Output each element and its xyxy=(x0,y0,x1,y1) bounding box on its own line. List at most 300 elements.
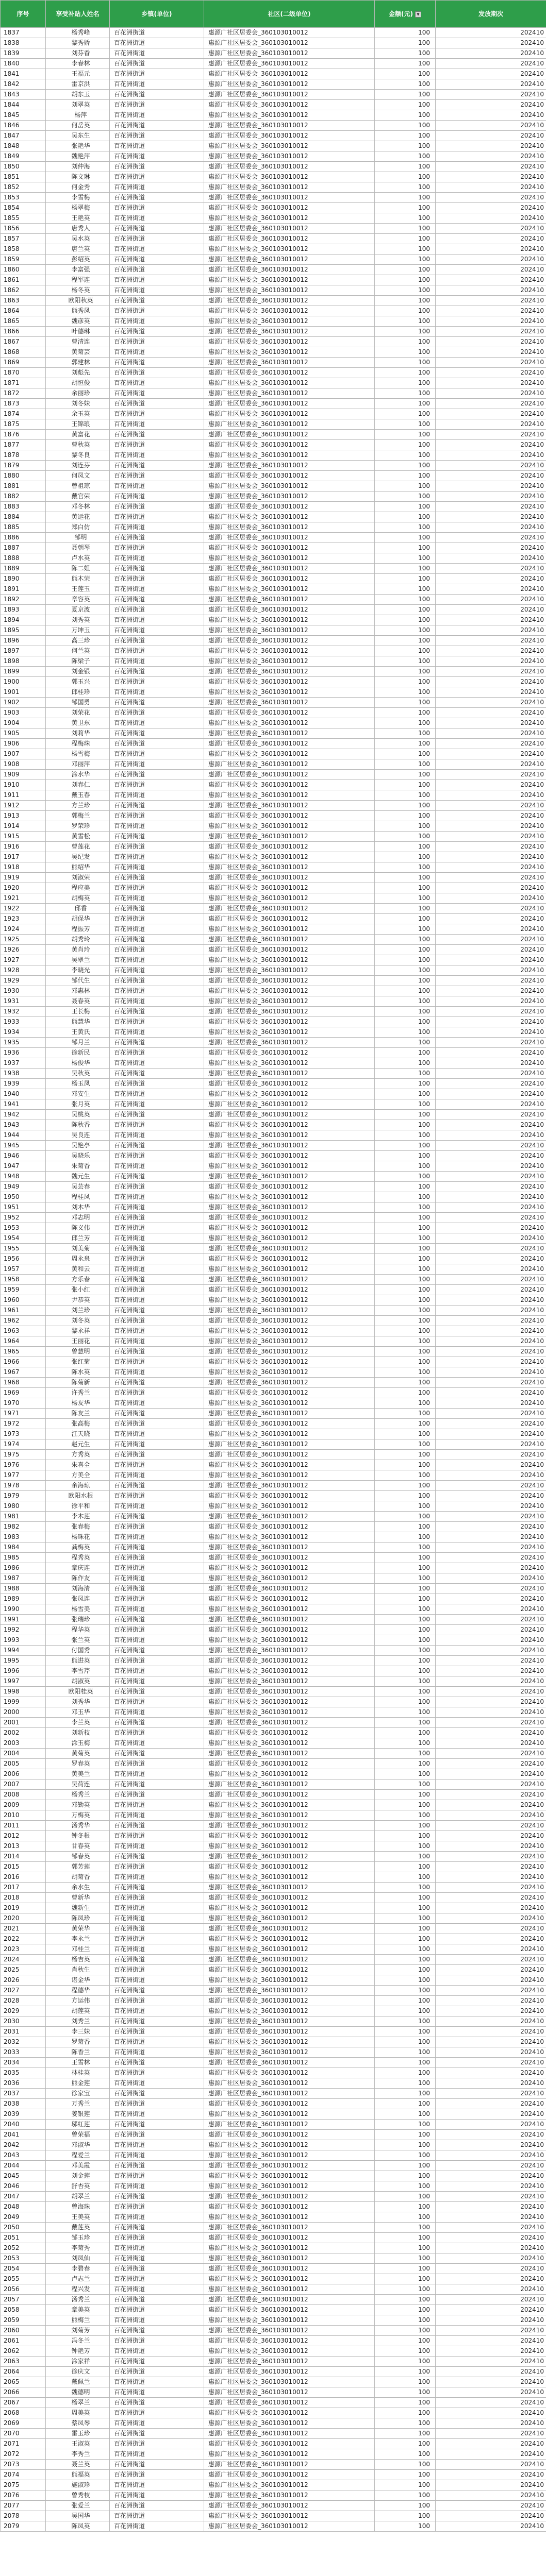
cell-name[interactable]: 程应美 xyxy=(46,883,110,893)
cell-date[interactable]: 202410 xyxy=(436,780,546,790)
cell-town[interactable]: 百花洲街道 xyxy=(110,1872,204,1883)
cell-community[interactable]: 惠源广社区居委会_360103010012 xyxy=(204,852,375,862)
cell-name[interactable]: 邓美霞 xyxy=(46,2161,110,2171)
cell-seq[interactable]: 1922 xyxy=(1,904,46,914)
cell-name[interactable]: 谌金华 xyxy=(46,1975,110,1986)
cell-name[interactable]: 曹莲花 xyxy=(46,842,110,852)
cell-amount[interactable]: 100 xyxy=(375,790,436,801)
cell-community[interactable]: 惠源广社区居委会_360103010012 xyxy=(204,1470,375,1481)
cell-seq[interactable]: 2011 xyxy=(1,1821,46,1831)
cell-community[interactable]: 惠源广社区居委会_360103010012 xyxy=(204,1275,375,1285)
cell-town[interactable]: 百花洲街道 xyxy=(110,1862,204,1872)
cell-seq[interactable]: 2007 xyxy=(1,1780,46,1790)
cell-amount[interactable]: 100 xyxy=(375,347,436,358)
cell-town[interactable]: 百花洲街道 xyxy=(110,801,204,811)
cell-town[interactable]: 百花洲街道 xyxy=(110,1903,204,1913)
cell-amount[interactable]: 100 xyxy=(375,2016,436,2027)
cell-name[interactable]: 陈文琳 xyxy=(46,172,110,182)
cell-amount[interactable]: 100 xyxy=(375,1151,436,1161)
cell-name[interactable]: 付国秀 xyxy=(46,1646,110,1656)
cell-date[interactable]: 202410 xyxy=(436,1161,546,1172)
cell-town[interactable]: 百花洲街道 xyxy=(110,131,204,141)
cell-seq[interactable]: 2024 xyxy=(1,1955,46,1965)
cell-amount[interactable]: 100 xyxy=(375,1027,436,1038)
cell-amount[interactable]: 100 xyxy=(375,265,436,275)
cell-amount[interactable]: 100 xyxy=(375,1285,436,1295)
cell-town[interactable]: 百花洲街道 xyxy=(110,2521,204,2532)
cell-community[interactable]: 惠源广社区居委会_360103010012 xyxy=(204,677,375,687)
cell-name[interactable]: 雷京洪 xyxy=(46,79,110,90)
cell-amount[interactable]: 100 xyxy=(375,1378,436,1388)
cell-community[interactable]: 惠源广社区居委会_360103010012 xyxy=(204,883,375,893)
cell-amount[interactable]: 100 xyxy=(375,1512,436,1522)
header-date[interactable]: 发放期次 xyxy=(436,1,546,28)
cell-date[interactable]: 202410 xyxy=(436,1481,546,1491)
cell-town[interactable]: 百花洲街道 xyxy=(110,327,204,337)
cell-amount[interactable]: 100 xyxy=(375,327,436,337)
cell-seq[interactable]: 1859 xyxy=(1,255,46,265)
cell-amount[interactable]: 100 xyxy=(375,1862,436,1872)
cell-amount[interactable]: 100 xyxy=(375,1130,436,1141)
cell-community[interactable]: 惠源广社区居委会_360103010012 xyxy=(204,873,375,883)
cell-town[interactable]: 百花洲街道 xyxy=(110,1079,204,1089)
cell-community[interactable]: 惠源广社区居委会_360103010012 xyxy=(204,502,375,512)
cell-seq[interactable]: 1995 xyxy=(1,1656,46,1666)
cell-date[interactable]: 202410 xyxy=(436,131,546,141)
cell-town[interactable]: 百花洲街道 xyxy=(110,2047,204,2058)
cell-town[interactable]: 百花洲街道 xyxy=(110,450,204,461)
cell-seq[interactable]: 1874 xyxy=(1,409,46,419)
cell-amount[interactable]: 100 xyxy=(375,285,436,296)
cell-name[interactable]: 王雪林 xyxy=(46,2058,110,2068)
cell-community[interactable]: 惠源广社区居委会_360103010012 xyxy=(204,1316,375,1326)
cell-date[interactable]: 202410 xyxy=(436,553,546,564)
cell-community[interactable]: 惠源广社区居委会_360103010012 xyxy=(204,1172,375,1182)
cell-community[interactable]: 惠源广社区居委会_360103010012 xyxy=(204,986,375,996)
cell-seq[interactable]: 1869 xyxy=(1,358,46,368)
cell-date[interactable]: 202410 xyxy=(436,1573,546,1584)
cell-date[interactable]: 202410 xyxy=(436,718,546,728)
cell-town[interactable]: 百花洲街道 xyxy=(110,1532,204,1543)
cell-town[interactable]: 百花洲街道 xyxy=(110,1728,204,1738)
cell-name[interactable]: 陈水英 xyxy=(46,1367,110,1378)
cell-amount[interactable]: 100 xyxy=(375,1821,436,1831)
cell-community[interactable]: 惠源广社区居委会_360103010012 xyxy=(204,1141,375,1151)
cell-community[interactable]: 惠源广社区居委会_360103010012 xyxy=(204,2480,375,2490)
cell-seq[interactable]: 2038 xyxy=(1,2099,46,2109)
cell-town[interactable]: 百花洲街道 xyxy=(110,2305,204,2315)
cell-seq[interactable]: 1958 xyxy=(1,1275,46,1285)
cell-seq[interactable]: 1956 xyxy=(1,1254,46,1264)
cell-seq[interactable]: 1925 xyxy=(1,935,46,945)
cell-seq[interactable]: 2076 xyxy=(1,2490,46,2501)
cell-name[interactable]: 李晓光 xyxy=(46,965,110,976)
cell-town[interactable]: 百花洲街道 xyxy=(110,368,204,378)
cell-amount[interactable]: 100 xyxy=(375,1810,436,1821)
cell-town[interactable]: 百花洲街道 xyxy=(110,1501,204,1512)
cell-town[interactable]: 百花洲街道 xyxy=(110,1893,204,1903)
cell-amount[interactable]: 100 xyxy=(375,2161,436,2171)
cell-seq[interactable]: 2077 xyxy=(1,2501,46,2511)
cell-date[interactable]: 202410 xyxy=(436,502,546,512)
cell-date[interactable]: 202410 xyxy=(436,172,546,182)
cell-date[interactable]: 202410 xyxy=(436,2037,546,2047)
cell-seq[interactable]: 1891 xyxy=(1,584,46,595)
cell-community[interactable]: 惠源广社区居委会_360103010012 xyxy=(204,2140,375,2150)
cell-town[interactable]: 百花洲街道 xyxy=(110,1718,204,1728)
cell-name[interactable]: 熊进英 xyxy=(46,1656,110,1666)
cell-name[interactable]: 胡秀玲 xyxy=(46,935,110,945)
cell-name[interactable]: 郭芳莲 xyxy=(46,1862,110,1872)
cell-seq[interactable]: 1961 xyxy=(1,1306,46,1316)
cell-date[interactable]: 202410 xyxy=(436,1697,546,1707)
cell-name[interactable]: 刘芬香 xyxy=(46,48,110,59)
cell-date[interactable]: 202410 xyxy=(436,1955,546,1965)
cell-seq[interactable]: 1857 xyxy=(1,234,46,244)
cell-date[interactable]: 202410 xyxy=(436,90,546,100)
cell-town[interactable]: 百花洲街道 xyxy=(110,2326,204,2336)
cell-seq[interactable]: 1938 xyxy=(1,1069,46,1079)
cell-date[interactable]: 202410 xyxy=(436,430,546,440)
cell-seq[interactable]: 1888 xyxy=(1,553,46,564)
cell-name[interactable]: 刘连芬 xyxy=(46,461,110,471)
cell-name[interactable]: 杨友华 xyxy=(46,1398,110,1409)
cell-community[interactable]: 惠源广社区居委会_360103010012 xyxy=(204,1501,375,1512)
cell-seq[interactable]: 1850 xyxy=(1,162,46,172)
cell-town[interactable]: 百花洲街道 xyxy=(110,1388,204,1398)
cell-town[interactable]: 百花洲街道 xyxy=(110,203,204,213)
cell-date[interactable]: 202410 xyxy=(436,2150,546,2161)
cell-date[interactable]: 202410 xyxy=(436,595,546,605)
cell-community[interactable]: 惠源广社区居委会_360103010012 xyxy=(204,1522,375,1532)
cell-date[interactable]: 202410 xyxy=(436,409,546,419)
cell-town[interactable]: 百花洲街道 xyxy=(110,2027,204,2037)
cell-amount[interactable]: 100 xyxy=(375,543,436,553)
cell-seq[interactable]: 1856 xyxy=(1,224,46,234)
cell-seq[interactable]: 1861 xyxy=(1,275,46,285)
cell-town[interactable]: 百花洲街道 xyxy=(110,182,204,193)
cell-date[interactable]: 202410 xyxy=(436,151,546,162)
cell-town[interactable]: 百花洲街道 xyxy=(110,193,204,203)
cell-amount[interactable]: 100 xyxy=(375,1182,436,1192)
cell-date[interactable]: 202410 xyxy=(436,481,546,492)
cell-name[interactable]: 汤秀兰 xyxy=(46,2295,110,2305)
cell-amount[interactable]: 100 xyxy=(375,38,436,48)
cell-seq[interactable]: 1852 xyxy=(1,182,46,193)
cell-name[interactable]: 李兰英 xyxy=(46,1718,110,1728)
cell-amount[interactable]: 100 xyxy=(375,2480,436,2490)
cell-seq[interactable]: 1877 xyxy=(1,440,46,450)
cell-seq[interactable]: 1939 xyxy=(1,1079,46,1089)
cell-town[interactable]: 百花洲街道 xyxy=(110,1347,204,1357)
cell-community[interactable]: 惠源广社区居委会_360103010012 xyxy=(204,1759,375,1769)
cell-seq[interactable]: 1974 xyxy=(1,1439,46,1450)
cell-community[interactable]: 惠源广社区居委会_360103010012 xyxy=(204,1852,375,1862)
cell-date[interactable]: 202410 xyxy=(436,1069,546,1079)
cell-seq[interactable]: 1846 xyxy=(1,121,46,131)
cell-town[interactable]: 百花洲街道 xyxy=(110,1254,204,1264)
cell-date[interactable]: 202410 xyxy=(436,2223,546,2233)
cell-amount[interactable]: 100 xyxy=(375,419,436,430)
cell-name[interactable]: 程桂凤 xyxy=(46,1192,110,1202)
cell-date[interactable]: 202410 xyxy=(436,512,546,522)
cell-date[interactable]: 202410 xyxy=(436,2192,546,2202)
cell-community[interactable]: 惠源广社区居委会_360103010012 xyxy=(204,1790,375,1800)
cell-date[interactable]: 202410 xyxy=(436,224,546,234)
cell-date[interactable]: 202410 xyxy=(436,1986,546,1996)
cell-name[interactable]: 邹明 xyxy=(46,533,110,543)
cell-seq[interactable]: 2006 xyxy=(1,1769,46,1780)
cell-seq[interactable]: 2063 xyxy=(1,2357,46,2367)
cell-town[interactable]: 百花洲街道 xyxy=(110,986,204,996)
cell-community[interactable]: 惠源广社区居委会_360103010012 xyxy=(204,1584,375,1594)
cell-name[interactable]: 黎秀娇 xyxy=(46,38,110,48)
cell-seq[interactable]: 2074 xyxy=(1,2470,46,2480)
cell-name[interactable]: 欧阳秋英 xyxy=(46,296,110,306)
cell-seq[interactable]: 1866 xyxy=(1,327,46,337)
cell-name[interactable]: 郭建林 xyxy=(46,358,110,368)
cell-town[interactable]: 百花洲街道 xyxy=(110,172,204,182)
cell-date[interactable]: 202410 xyxy=(436,419,546,430)
cell-date[interactable]: 202410 xyxy=(436,914,546,924)
cell-community[interactable]: 惠源广社区居委会_360103010012 xyxy=(204,306,375,316)
cell-name[interactable]: 刘淑荣 xyxy=(46,873,110,883)
cell-seq[interactable]: 1889 xyxy=(1,564,46,574)
cell-community[interactable]: 惠源广社区居委会_360103010012 xyxy=(204,368,375,378)
cell-town[interactable]: 百花洲街道 xyxy=(110,522,204,533)
cell-name[interactable]: 甘春英 xyxy=(46,1841,110,1852)
cell-name[interactable]: 刘木华 xyxy=(46,1202,110,1213)
cell-amount[interactable]: 100 xyxy=(375,1913,436,1924)
cell-town[interactable]: 百花洲街道 xyxy=(110,2140,204,2150)
cell-town[interactable]: 百花洲街道 xyxy=(110,59,204,69)
cell-amount[interactable]: 100 xyxy=(375,1986,436,1996)
cell-date[interactable]: 202410 xyxy=(436,2109,546,2120)
cell-town[interactable]: 百花洲街道 xyxy=(110,1367,204,1378)
cell-name[interactable]: 张春梅 xyxy=(46,1522,110,1532)
cell-seq[interactable]: 2000 xyxy=(1,1707,46,1718)
cell-community[interactable]: 惠源广社区居委会_360103010012 xyxy=(204,1048,375,1058)
cell-town[interactable]: 百花洲街道 xyxy=(110,2480,204,2490)
cell-town[interactable]: 百花洲街道 xyxy=(110,1934,204,1944)
cell-date[interactable]: 202410 xyxy=(436,1841,546,1852)
cell-town[interactable]: 百花洲街道 xyxy=(110,316,204,327)
cell-date[interactable]: 202410 xyxy=(436,2068,546,2078)
cell-community[interactable]: 惠源广社区居委会_360103010012 xyxy=(204,1213,375,1223)
cell-name[interactable]: 唐兰英 xyxy=(46,244,110,255)
cell-seq[interactable]: 1839 xyxy=(1,48,46,59)
cell-town[interactable]: 百花洲街道 xyxy=(110,615,204,625)
cell-community[interactable]: 惠源广社区居委会_360103010012 xyxy=(204,1388,375,1398)
cell-town[interactable]: 百花洲街道 xyxy=(110,1883,204,1893)
cell-amount[interactable]: 100 xyxy=(375,2192,436,2202)
cell-seq[interactable]: 2025 xyxy=(1,1965,46,1975)
cell-date[interactable]: 202410 xyxy=(436,1151,546,1161)
cell-community[interactable]: 惠源广社区居委会_360103010012 xyxy=(204,2326,375,2336)
cell-amount[interactable]: 100 xyxy=(375,574,436,584)
cell-seq[interactable]: 1919 xyxy=(1,873,46,883)
cell-amount[interactable]: 100 xyxy=(375,1470,436,1481)
cell-amount[interactable]: 100 xyxy=(375,1099,436,1110)
cell-town[interactable]: 百花洲街道 xyxy=(110,770,204,780)
cell-amount[interactable]: 100 xyxy=(375,2387,436,2398)
cell-amount[interactable]: 100 xyxy=(375,203,436,213)
cell-amount[interactable]: 100 xyxy=(375,2398,436,2408)
cell-seq[interactable]: 1977 xyxy=(1,1470,46,1481)
cell-seq[interactable]: 2014 xyxy=(1,1852,46,1862)
cell-amount[interactable]: 100 xyxy=(375,2439,436,2449)
cell-seq[interactable]: 1932 xyxy=(1,1007,46,1017)
cell-amount[interactable]: 100 xyxy=(375,1790,436,1800)
cell-community[interactable]: 惠源广社区居委会_360103010012 xyxy=(204,2511,375,2521)
cell-amount[interactable]: 100 xyxy=(375,1635,436,1646)
cell-name[interactable]: 郭梅兰 xyxy=(46,811,110,821)
cell-date[interactable]: 202410 xyxy=(436,450,546,461)
cell-seq[interactable]: 1879 xyxy=(1,461,46,471)
cell-amount[interactable]: 100 xyxy=(375,2377,436,2387)
cell-amount[interactable]: 100 xyxy=(375,2253,436,2264)
cell-community[interactable]: 惠源广社区居委会_360103010012 xyxy=(204,244,375,255)
cell-seq[interactable]: 1986 xyxy=(1,1563,46,1573)
cell-town[interactable]: 百花洲街道 xyxy=(110,1120,204,1130)
cell-seq[interactable]: 1960 xyxy=(1,1295,46,1306)
cell-amount[interactable]: 100 xyxy=(375,2470,436,2480)
cell-seq[interactable]: 1873 xyxy=(1,399,46,409)
cell-date[interactable]: 202410 xyxy=(436,1398,546,1409)
cell-date[interactable]: 202410 xyxy=(436,1336,546,1347)
cell-date[interactable]: 202410 xyxy=(436,1367,546,1378)
cell-date[interactable]: 202410 xyxy=(436,2233,546,2243)
cell-date[interactable]: 202410 xyxy=(436,203,546,213)
cell-amount[interactable]: 100 xyxy=(375,955,436,965)
cell-amount[interactable]: 100 xyxy=(375,1975,436,1986)
cell-town[interactable]: 百花洲街道 xyxy=(110,790,204,801)
cell-seq[interactable]: 1853 xyxy=(1,193,46,203)
cell-town[interactable]: 百花洲街道 xyxy=(110,2109,204,2120)
cell-name[interactable]: 刘金莲 xyxy=(46,2171,110,2181)
cell-name[interactable]: 李春林 xyxy=(46,59,110,69)
cell-seq[interactable]: 2003 xyxy=(1,1738,46,1749)
cell-community[interactable]: 惠源广社区居委会_360103010012 xyxy=(204,1841,375,1852)
cell-community[interactable]: 惠源广社区居委会_360103010012 xyxy=(204,1223,375,1233)
cell-amount[interactable]: 100 xyxy=(375,1491,436,1501)
cell-amount[interactable]: 100 xyxy=(375,2223,436,2233)
cell-town[interactable]: 百花洲街道 xyxy=(110,1769,204,1780)
cell-community[interactable]: 惠源广社区居委会_360103010012 xyxy=(204,2202,375,2212)
cell-town[interactable]: 百花洲街道 xyxy=(110,69,204,79)
cell-amount[interactable]: 100 xyxy=(375,1594,436,1604)
cell-seq[interactable]: 2029 xyxy=(1,2006,46,2016)
cell-amount[interactable]: 100 xyxy=(375,1460,436,1470)
cell-name[interactable]: 李碧春 xyxy=(46,2264,110,2274)
cell-town[interactable]: 百花洲街道 xyxy=(110,2099,204,2109)
cell-seq[interactable]: 1912 xyxy=(1,801,46,811)
cell-seq[interactable]: 2015 xyxy=(1,1862,46,1872)
cell-name[interactable]: 熊梅兰 xyxy=(46,2315,110,2326)
cell-name[interactable]: 李雪梅 xyxy=(46,193,110,203)
cell-community[interactable]: 惠源广社区居委会_360103010012 xyxy=(204,553,375,564)
cell-town[interactable]: 百花洲街道 xyxy=(110,347,204,358)
cell-date[interactable]: 202410 xyxy=(436,1666,546,1676)
cell-town[interactable]: 百花洲街道 xyxy=(110,1738,204,1749)
cell-town[interactable]: 百花洲街道 xyxy=(110,1233,204,1244)
cell-community[interactable]: 惠源广社区居委会_360103010012 xyxy=(204,1780,375,1790)
cell-date[interactable]: 202410 xyxy=(436,1934,546,1944)
cell-name[interactable]: 陈友兰 xyxy=(46,1409,110,1419)
cell-name[interactable]: 邬红莲 xyxy=(46,2120,110,2130)
cell-town[interactable]: 百花洲街道 xyxy=(110,1419,204,1429)
cell-town[interactable]: 百花洲街道 xyxy=(110,1522,204,1532)
cell-town[interactable]: 百花洲街道 xyxy=(110,2233,204,2243)
cell-date[interactable]: 202410 xyxy=(436,1213,546,1223)
cell-seq[interactable]: 2017 xyxy=(1,1883,46,1893)
cell-community[interactable]: 惠源广社区居委会_360103010012 xyxy=(204,667,375,677)
cell-amount[interactable]: 100 xyxy=(375,2120,436,2130)
cell-amount[interactable]: 100 xyxy=(375,1872,436,1883)
cell-town[interactable]: 百花洲街道 xyxy=(110,2171,204,2181)
cell-amount[interactable]: 100 xyxy=(375,2068,436,2078)
cell-community[interactable]: 惠源广社区居委会_360103010012 xyxy=(204,1697,375,1707)
cell-town[interactable]: 百花洲街道 xyxy=(110,2501,204,2511)
cell-seq[interactable]: 2079 xyxy=(1,2521,46,2532)
cell-amount[interactable]: 100 xyxy=(375,2418,436,2429)
cell-date[interactable]: 202410 xyxy=(436,255,546,265)
cell-name[interactable]: 吴水英 xyxy=(46,234,110,244)
cell-town[interactable]: 百花洲街道 xyxy=(110,924,204,935)
cell-community[interactable]: 惠源广社区居委会_360103010012 xyxy=(204,595,375,605)
cell-name[interactable]: 杨玉凤 xyxy=(46,1079,110,1089)
cell-name[interactable]: 施淑珍 xyxy=(46,2480,110,2490)
cell-date[interactable]: 202410 xyxy=(436,2521,546,2532)
cell-amount[interactable]: 100 xyxy=(375,1202,436,1213)
cell-seq[interactable]: 1894 xyxy=(1,615,46,625)
cell-seq[interactable]: 1997 xyxy=(1,1676,46,1687)
cell-name[interactable]: 龚梅英 xyxy=(46,1543,110,1553)
cell-seq[interactable]: 1890 xyxy=(1,574,46,584)
cell-community[interactable]: 惠源广社区居委会_360103010012 xyxy=(204,1460,375,1470)
cell-community[interactable]: 惠源广社区居委会_360103010012 xyxy=(204,2016,375,2027)
cell-amount[interactable]: 100 xyxy=(375,553,436,564)
cell-name[interactable]: 陈凤珍 xyxy=(46,1913,110,1924)
cell-date[interactable]: 202410 xyxy=(436,2027,546,2037)
cell-community[interactable]: 惠源广社区居委会_360103010012 xyxy=(204,2089,375,2099)
cell-name[interactable]: 钟艳芳 xyxy=(46,2346,110,2357)
cell-community[interactable]: 惠源广社区居委会_360103010012 xyxy=(204,1161,375,1172)
cell-date[interactable]: 202410 xyxy=(436,924,546,935)
cell-date[interactable]: 202410 xyxy=(436,1172,546,1182)
cell-seq[interactable]: 1952 xyxy=(1,1213,46,1223)
cell-community[interactable]: 惠源广社区居委会_360103010012 xyxy=(204,2068,375,2078)
cell-town[interactable]: 百花洲街道 xyxy=(110,2089,204,2099)
cell-town[interactable]: 百花洲街道 xyxy=(110,2336,204,2346)
cell-amount[interactable]: 100 xyxy=(375,605,436,615)
cell-amount[interactable]: 100 xyxy=(375,2357,436,2367)
cell-date[interactable]: 202410 xyxy=(436,1027,546,1038)
cell-amount[interactable]: 100 xyxy=(375,698,436,708)
cell-town[interactable]: 百花洲街道 xyxy=(110,1275,204,1285)
cell-name[interactable]: 魏新生 xyxy=(46,1903,110,1913)
cell-amount[interactable]: 100 xyxy=(375,48,436,59)
cell-community[interactable]: 惠源广社区居委会_360103010012 xyxy=(204,1965,375,1975)
cell-date[interactable]: 202410 xyxy=(436,1295,546,1306)
cell-name[interactable]: 杨珠花 xyxy=(46,1532,110,1543)
cell-amount[interactable]: 100 xyxy=(375,481,436,492)
cell-amount[interactable]: 100 xyxy=(375,2140,436,2150)
cell-amount[interactable]: 100 xyxy=(375,2047,436,2058)
cell-town[interactable]: 百花洲街道 xyxy=(110,1172,204,1182)
cell-amount[interactable]: 100 xyxy=(375,1089,436,1099)
cell-seq[interactable]: 1884 xyxy=(1,512,46,522)
